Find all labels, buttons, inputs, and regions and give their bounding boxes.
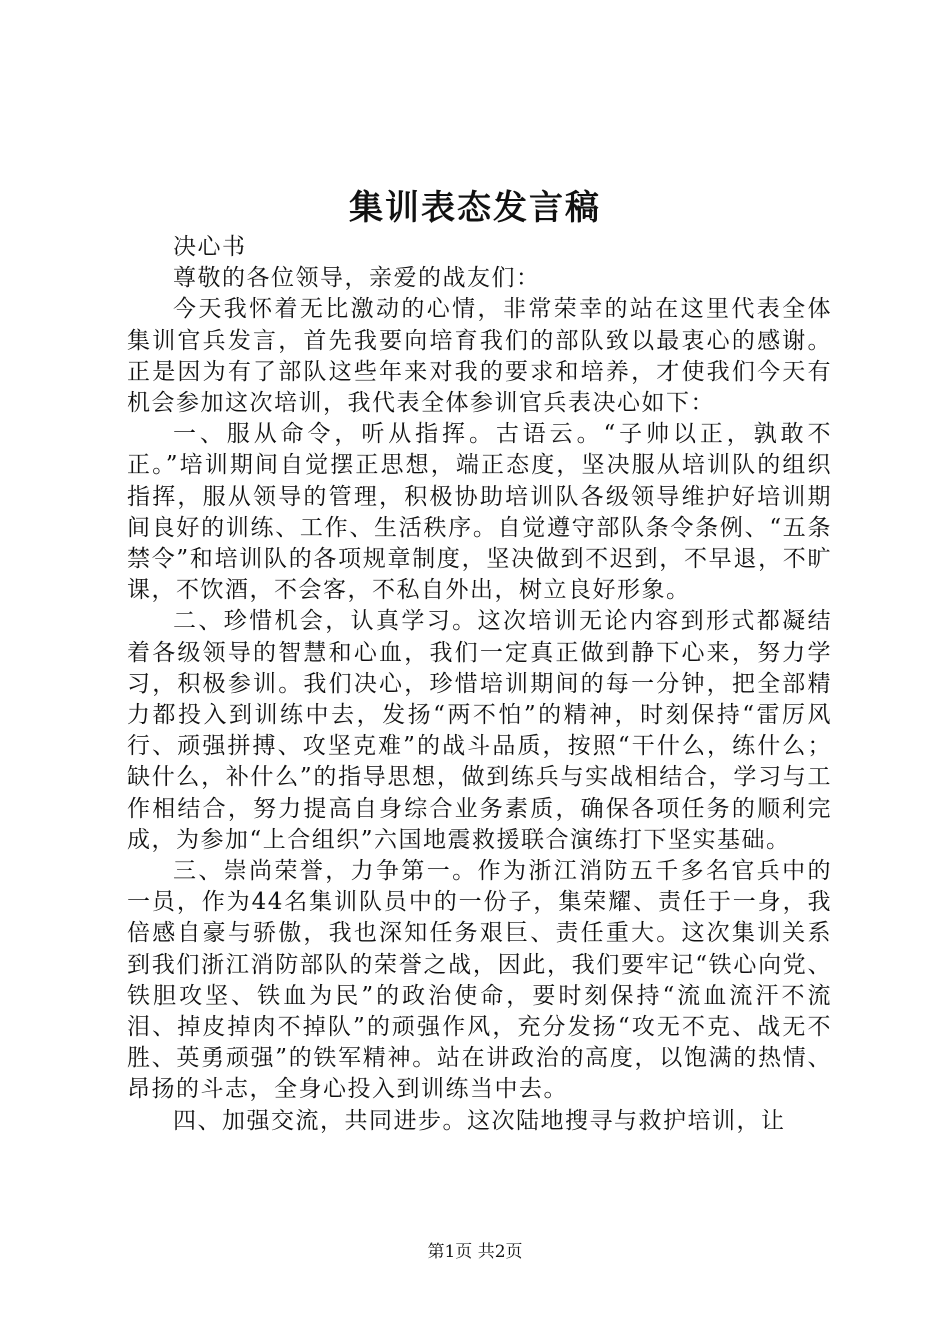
paragraph-intro: 今天我怀着无比激动的心情，非常荣幸的站在这里代表全体集训官兵发言，首先我要向培育我们的部队致以最衷心的感谢。正是因为有了部队这些年来对我的要求和培养，才使我们今天有机会参加这次培训，我代表全体参训官兵表决心如下： <box>127 296 832 417</box>
paragraph-point-3: 三、崇尚荣誉，力争第一。作为浙江消防五千多名官兵中的一员，作为44名集训队员中的一份子，集荣耀、责任于一身，我倍感自豪与骄傲，我也深知任务艰巨、责任重大。这次集训关系到我们浙江消防部队的荣誉之战，因此，我们要牢记“铁心向党、铁胆攻坚、铁血为民”的政治使命，要时刻保持“流血流汗不流泪、掉皮掉肉不掉队”的顽强作风，充分发扬“攻无不克、战无不胜、英勇顽强”的铁军精神。站在讲政治的高度，以饱满的热情、昂扬的斗志，全身心投入到训练当中去。 <box>127 858 832 1103</box>
paragraph-point-2: 二、珍惜机会，认真学习。这次培训无论内容到形式都凝结着各级领导的智慧和心血，我们一定真正做到静下心来，努力学习，积极参训。我们决心，珍惜培训期间的每一分钟，把全部精力都投入到训练中去，发扬“两不怕”的精神，时刻保持“雷厉风行、顽强拼搏、攻坚克难”的战斗品质，按照“干什么，练什么；缺什么，补什么”的指导思想，做到练兵与实战相结合，学习与工作相结合，努力提高自身综合业务素质，确保各项任务的顺利完成，为参加“上合组织”六国地震救援联合演练打下坚实基础。 <box>127 608 832 853</box>
document-body <box>127 232 832 1137</box>
document-title: 集训表态发言稿 <box>349 188 601 228</box>
paragraph-heading: 决心书 <box>173 234 247 260</box>
paragraph-point-1: 一、服从命令，听从指挥。古语云。“子帅以正，孰敢不正。”培训期间自觉摆正思想，端正态度，坚决服从培训队的组织指挥，服从领导的管理，积极协助培训队各级领导维护好培训期间良好的训练、工作、生活秩序。自觉遵守部队条令条例、“五条禁令”和培训队的各项规章制度，坚决做到不迟到，不早退，不旷课，不饮酒，不会客，不私自外出，树立良好形象。 <box>127 421 832 604</box>
paragraph-point-4: 四、加强交流，共同进步。这次陆地搜寻与救护培训，让 <box>173 1107 786 1134</box>
page-footer: 第1页 共2页 <box>427 1242 523 1262</box>
paragraph-salutation: 尊敬的各位领导，亲爱的战友们： <box>173 265 541 292</box>
